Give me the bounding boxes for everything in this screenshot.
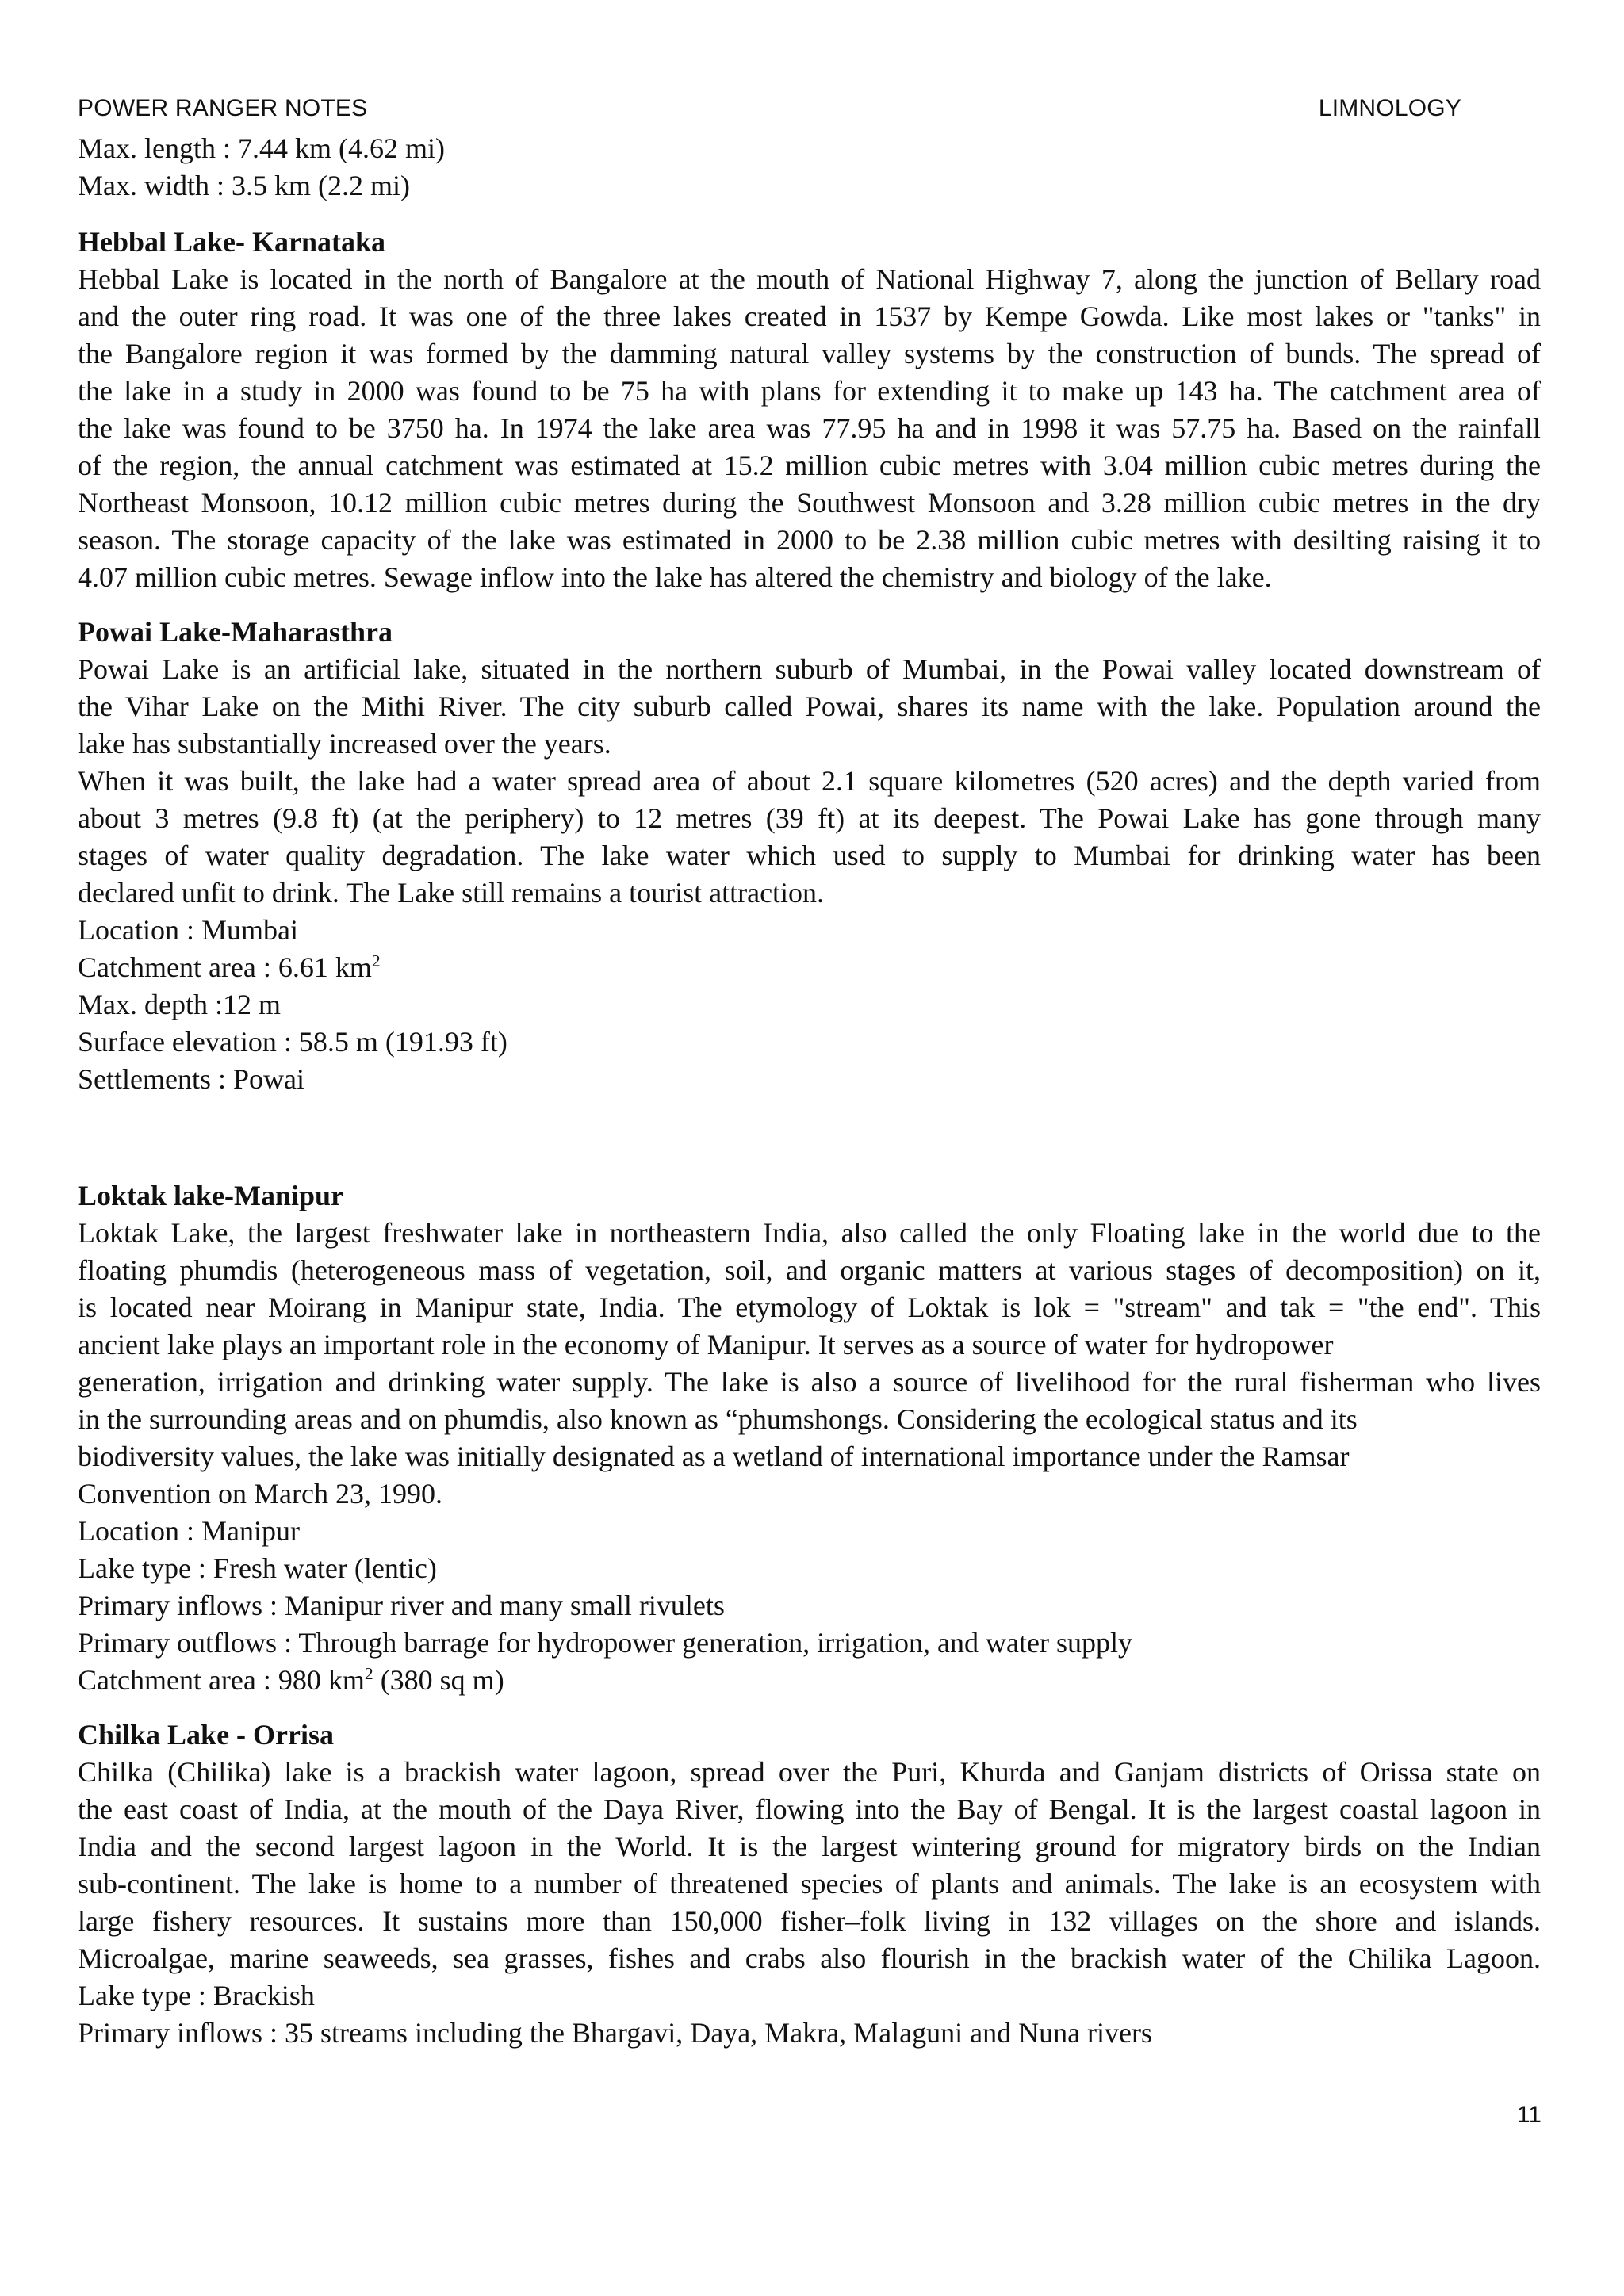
hebbal-line: and the outer ring road. It was one of the three lakes created in 1537 by Kempe Gowda. Like most lakes or "tanks" in [78, 300, 1541, 332]
loktak-outflows: Primary outflows : Through barrage for hydropower generation, irrigation, and water supply [78, 1627, 1132, 1659]
powai-line: stages of water quality degradation. The lake water which used to supply to Mumbai for drinking water has been [78, 840, 1541, 871]
hebbal-line: season. The storage capacity of the lake was estimated in 2000 to be 2.38 million cubic metres with desilting raising it to [78, 524, 1541, 556]
powai-max-depth: Max. depth :12 m [78, 989, 281, 1020]
loktak-catchment-tail: (380 sq m) [373, 1664, 504, 1696]
chilka-line: the east coast of India, at the mouth of the Daya River, flowing into the Bay of Bengal. It is the largest coastal lagoon in [78, 1793, 1541, 1825]
loktak-line: Loktak Lake, the largest freshwater lake in northeastern India, also called the only Floating lake in the world due to the [78, 1217, 1541, 1249]
loktak-inflows: Primary inflows : Manipur river and many small rivulets [78, 1590, 725, 1621]
page-content [78, 130, 1541, 2052]
intro-block [78, 130, 1541, 205]
loktak-line: ancient lake plays an important role in the economy of Manipur. It serves as a source of water for hydropower [78, 1329, 1334, 1360]
hebbal-line: the Bangalore region it was formed by the damming natural valley systems by the construction of bunds. The spread of [78, 338, 1541, 369]
powai-surface-elevation: Surface elevation : 58.5 m (191.93 ft) [78, 1026, 508, 1058]
powai-line: declared unfit to drink. The Lake still remains a tourist attraction. [78, 877, 825, 909]
loktak-heading: Loktak lake-Manipur [78, 1180, 344, 1211]
powai-catchment-sup: 2 [371, 951, 381, 970]
hebbal-line: 4.07 million cubic metres. Sewage inflow into the lake has altered the chemistry and biology of the lake. [78, 561, 1272, 593]
powai-line: When it was built, the lake had a water spread area of about 2.1 square kilometres (520 acres) and the depth varied from [78, 765, 1541, 797]
loktak-line: in the surrounding areas and on phumdis, also known as “phumshongs. Considering the ecological status and its [78, 1403, 1358, 1435]
chilka-line: sub-continent. The lake is home to a number of threatened species of plants and animals. The lake is an ecosystem with [78, 1868, 1541, 1900]
powai-catchment-text: Catchment area : 6.61 km [78, 951, 372, 983]
loktak-lake-type: Lake type : Fresh water (lentic) [78, 1552, 437, 1584]
loktak-catchment-sup: 2 [364, 1664, 373, 1683]
loktak-line: biodiversity values, the lake was initially designated as a wetland of international importance under the Ramsar [78, 1441, 1350, 1472]
powai-section [78, 614, 1541, 1098]
hebbal-heading: Hebbal Lake- Karnataka [78, 226, 386, 258]
loktak-section [78, 1177, 1541, 1699]
powai-line: Powai Lake is an artificial lake, situated in the northern suburb of Mumbai, in the Powai valley located downstream of [78, 653, 1541, 685]
hebbal-line: the lake in a study in 2000 was found to be 75 ha with plans for extending it to make up 143 ha. The catchment area of [78, 375, 1541, 407]
max-length-line: Max. length : 7.44 km (4.62 mi) [78, 132, 445, 164]
hebbal-line: Hebbal Lake is located in the north of Bangalore at the mouth of National Highway 7, along the junction of Bellary road [78, 263, 1541, 295]
loktak-catchment [78, 1662, 1541, 1699]
page-number: 11 [1516, 2102, 1542, 2128]
max-width-line: Max. width : 3.5 km (2.2 mi) [78, 170, 410, 201]
chilka-inflows: Primary inflows : 35 streams including the Bhargavi, Daya, Makra, Malaguni and Nuna rivers [78, 2017, 1153, 2049]
powai-settlements: Settlements : Powai [78, 1063, 304, 1095]
chilka-heading: Chilka Lake - Orrisa [78, 1719, 335, 1751]
hebbal-line: the lake was found to be 3750 ha. In 1974 the lake area was 77.95 ha and in 1998 it was 57.75 ha. Based on the rainfall [78, 412, 1541, 444]
loktak-line: floating phumdis (heterogeneous mass of vegetation, soil, and organic matters at various stages of decomposition) on it, [78, 1254, 1541, 1286]
hebbal-line: of the region, the annual catchment was estimated at 15.2 million cubic metres with 3.04 million cubic metres during the [78, 450, 1541, 481]
hebbal-section [78, 224, 1541, 596]
chilka-lake-type: Lake type : Brackish [78, 1980, 315, 2011]
hebbal-line: Northeast Monsoon, 10.12 million cubic metres during the Southwest Monsoon and 3.28 million cubic metres in the dry [78, 487, 1541, 519]
chilka-line: large fishery resources. It sustains more than 150,000 fisher–folk living in 132 villages on the shore and islands. [78, 1905, 1541, 1937]
loktak-line: Convention on March 23, 1990. [78, 1478, 442, 1510]
header-right-subject: LIMNOLOGY [1318, 95, 1461, 121]
chilka-line: Chilka (Chilika) lake is a brackish water lagoon, spread over the Puri, Khurda and Ganjam districts of Orissa state on [78, 1756, 1541, 1788]
powai-catchment [78, 949, 1541, 986]
loktak-line: generation, irrigation and drinking water supply. The lake is also a source of livelihood for the rural fisherman who lives [78, 1366, 1541, 1398]
powai-line: about 3 metres (9.8 ft) (at the periphery) to 12 metres (39 ft) at its deepest. The Powai Lake has gone through many [78, 802, 1541, 834]
header-left-title: POWER RANGER NOTES [78, 95, 368, 121]
loktak-location: Location : Manipur [78, 1515, 300, 1547]
page-header [78, 95, 1461, 122]
chilka-line: Microalgae, marine seaweeds, sea grasses, fishes and crabs also flourish in the brackish water of the Chilika Lagoon. [78, 1942, 1541, 1974]
chilka-line: India and the second largest lagoon in the World. It is the largest wintering ground for migratory birds on the Indian [78, 1831, 1541, 1862]
chilka-section [78, 1716, 1541, 2052]
loktak-catchment-text: Catchment area : 980 km [78, 1664, 365, 1696]
powai-heading: Powai Lake-Maharasthra [78, 616, 393, 648]
powai-line: the Vihar Lake on the Mithi River. The city suburb called Powai, shares its name with the lake. Population around the [78, 691, 1541, 722]
loktak-line: is located near Moirang in Manipur state, India. The etymology of Loktak is lok = "stream" and tak = "the end". This [78, 1292, 1541, 1323]
powai-line: lake has substantially increased over the years. [78, 728, 611, 760]
powai-location: Location : Mumbai [78, 914, 298, 946]
